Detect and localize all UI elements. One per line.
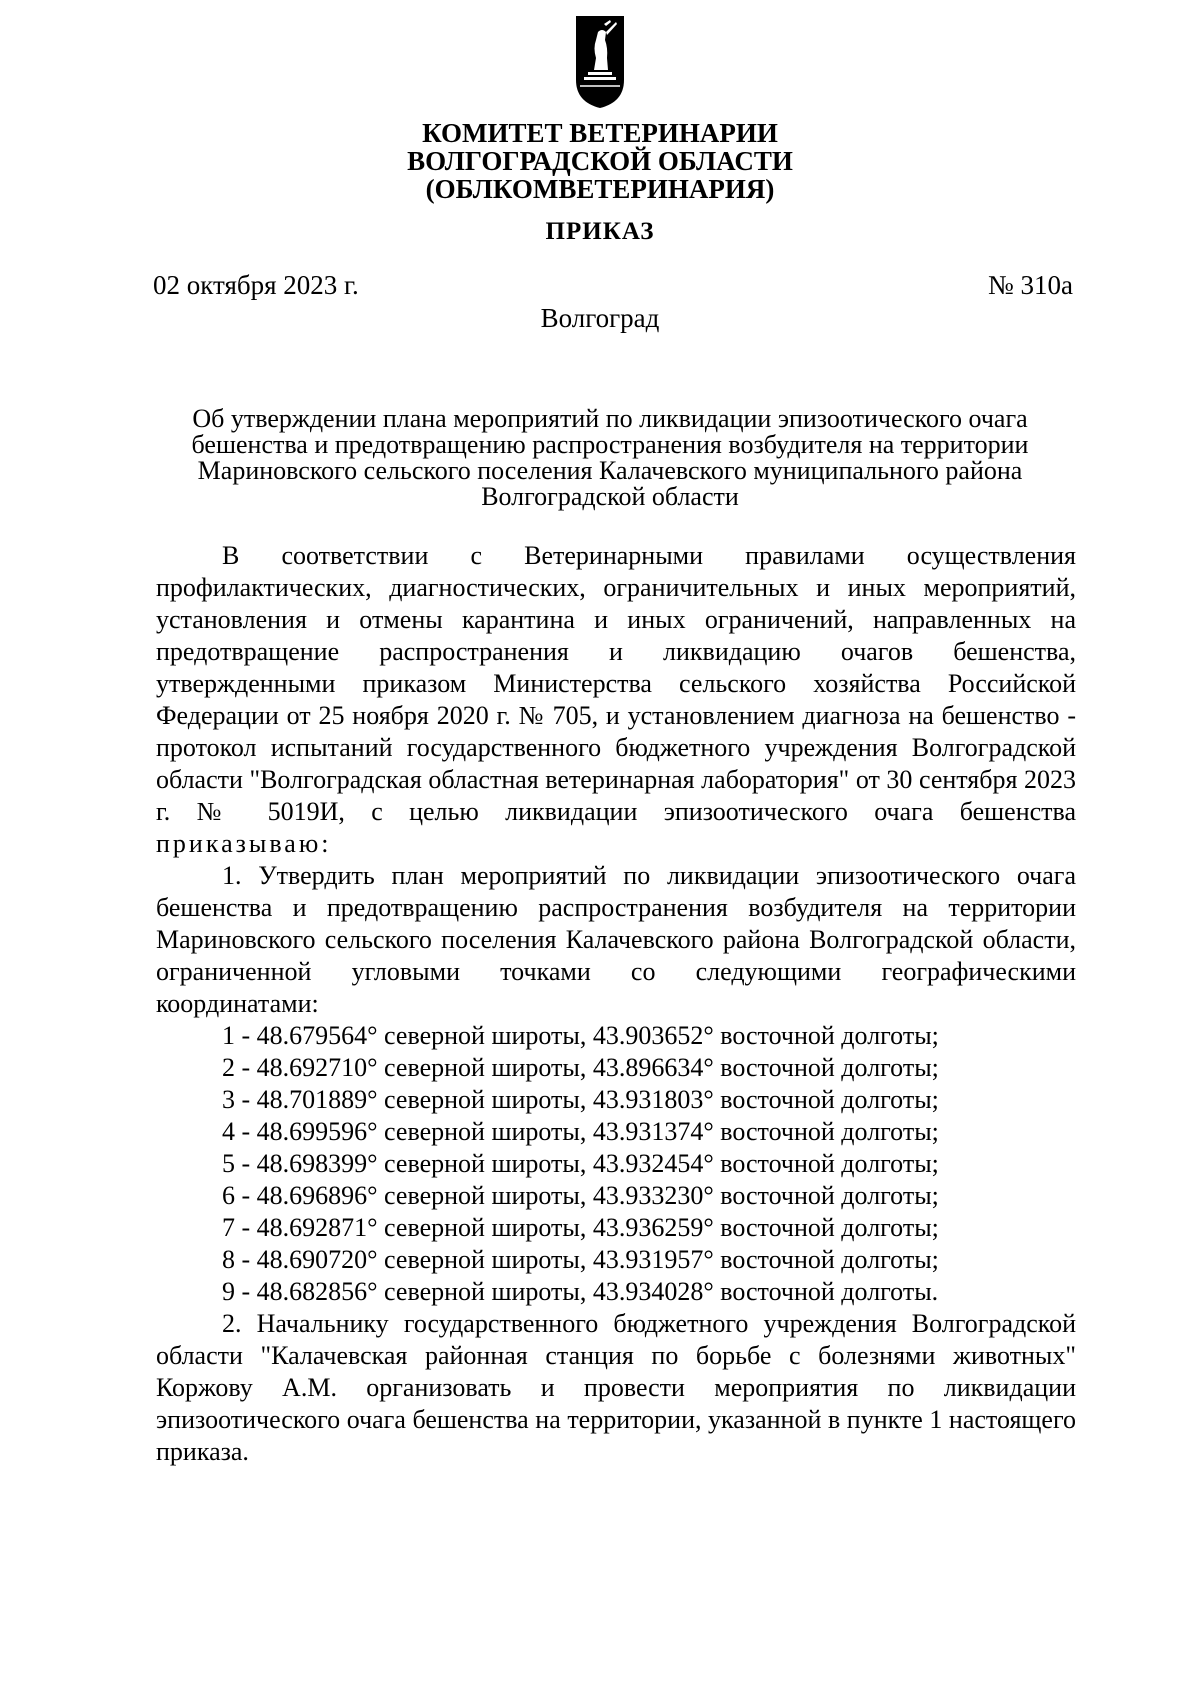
prikazyvayu-word: приказываю: bbox=[156, 829, 332, 858]
coordinate-line: 7 - 48.692871° северной широты, 43.936259° восточной долготы; bbox=[222, 1213, 939, 1242]
order-number: № 310а bbox=[988, 270, 1073, 300]
org-name-line2: ВОЛГОГРАДСКОЙ ОБЛАСТИ bbox=[407, 146, 793, 176]
coordinate-line: 5 - 48.698399° северной широты, 43.932454° восточной долготы; bbox=[222, 1149, 939, 1178]
coordinate-line: 6 - 48.696896° северной широты, 43.933230° восточной долготы; bbox=[222, 1181, 939, 1210]
coordinate-line: 9 - 48.682856° северной широты, 43.934028° восточной долготы. bbox=[222, 1277, 939, 1306]
coordinate-line: 1 - 48.679564° северной широты, 43.903652° восточной долготы; bbox=[222, 1021, 939, 1050]
org-name-line3: (ОБЛКОМВЕТЕРИНАРИЯ) bbox=[425, 174, 775, 204]
doc-type-title: ПРИКАЗ bbox=[545, 218, 655, 245]
volgograd-emblem-icon bbox=[574, 14, 626, 110]
subject-line: Об утверждении плана мероприятий по ликвидации эпизоотического очага bbox=[192, 404, 1028, 433]
coordinate-line: 8 - 48.690720° северной широты, 43.931957° восточной долготы; bbox=[222, 1245, 939, 1274]
coordinate-line: 2 - 48.692710° северной широты, 43.896634° восточной долготы; bbox=[222, 1053, 939, 1082]
order-subject bbox=[150, 406, 1070, 510]
org-name-line1: КОМИТЕТ ВЕТЕРИНАРИИ bbox=[422, 118, 778, 148]
coordinate-line: 4 - 48.699596° северной широты, 43.931374° восточной долготы; bbox=[222, 1117, 939, 1146]
subject-line: Мариновского сельского поселения Калачевского муниципального района bbox=[197, 456, 1023, 485]
intro-text: В соответствии с Ветеринарными правилами осуществления профилактических, диагностических, ограничительных и иных мероприятий, установления и отмены карантина и иных ограничений, направленных на предотвращение распространения и ликвидацию очагов бешенства, утвержденными приказом Министерства сельского хозяйства Российской Федерации от 25 ноября 2020 г. № 705, и установлением диагноза на бешенство - протокол испытаний государственного бюджетного учреждения Волгоградской области "Волгоградская областная ветеринарная лаборатория" от 30 сентября 2023 г. № 5019И, с целью ликвидации эпизоотического очага бешенства bbox=[156, 541, 1076, 826]
subject-line: бешенства и предотвращению распространения возбудителя на территории bbox=[191, 430, 1029, 459]
order-date: 02 октября 2023 г. bbox=[153, 270, 359, 300]
item-2-paragraph: 2. Начальнику государственного бюджетного учреждения Волгоградской области "Калачевская районная станция по борьбе с болезнями животных" Коржову А.М. организовать и провести мероприятия по ликвидации эпизоотического очага бешенства на территории, указанной в пункте 1 настоящего приказа. bbox=[156, 1309, 1076, 1466]
coordinate-line: 3 - 48.701889° северной широты, 43.931803° восточной долготы; bbox=[222, 1085, 939, 1114]
order-city: Волгоград bbox=[540, 303, 660, 333]
subject-line: Волгоградской области bbox=[481, 482, 739, 511]
intro-paragraph bbox=[156, 540, 1076, 860]
order-body bbox=[156, 540, 1076, 1468]
item-1-paragraph: 1. Утвердить план мероприятий по ликвидации эпизоотического очага бешенства и предотвращению распространения возбудителя на территории Мариновского сельского поселения Калачевского района Волгоградской области, ограниченной угловыми точками со следующими географическими координатами: bbox=[156, 861, 1076, 1018]
